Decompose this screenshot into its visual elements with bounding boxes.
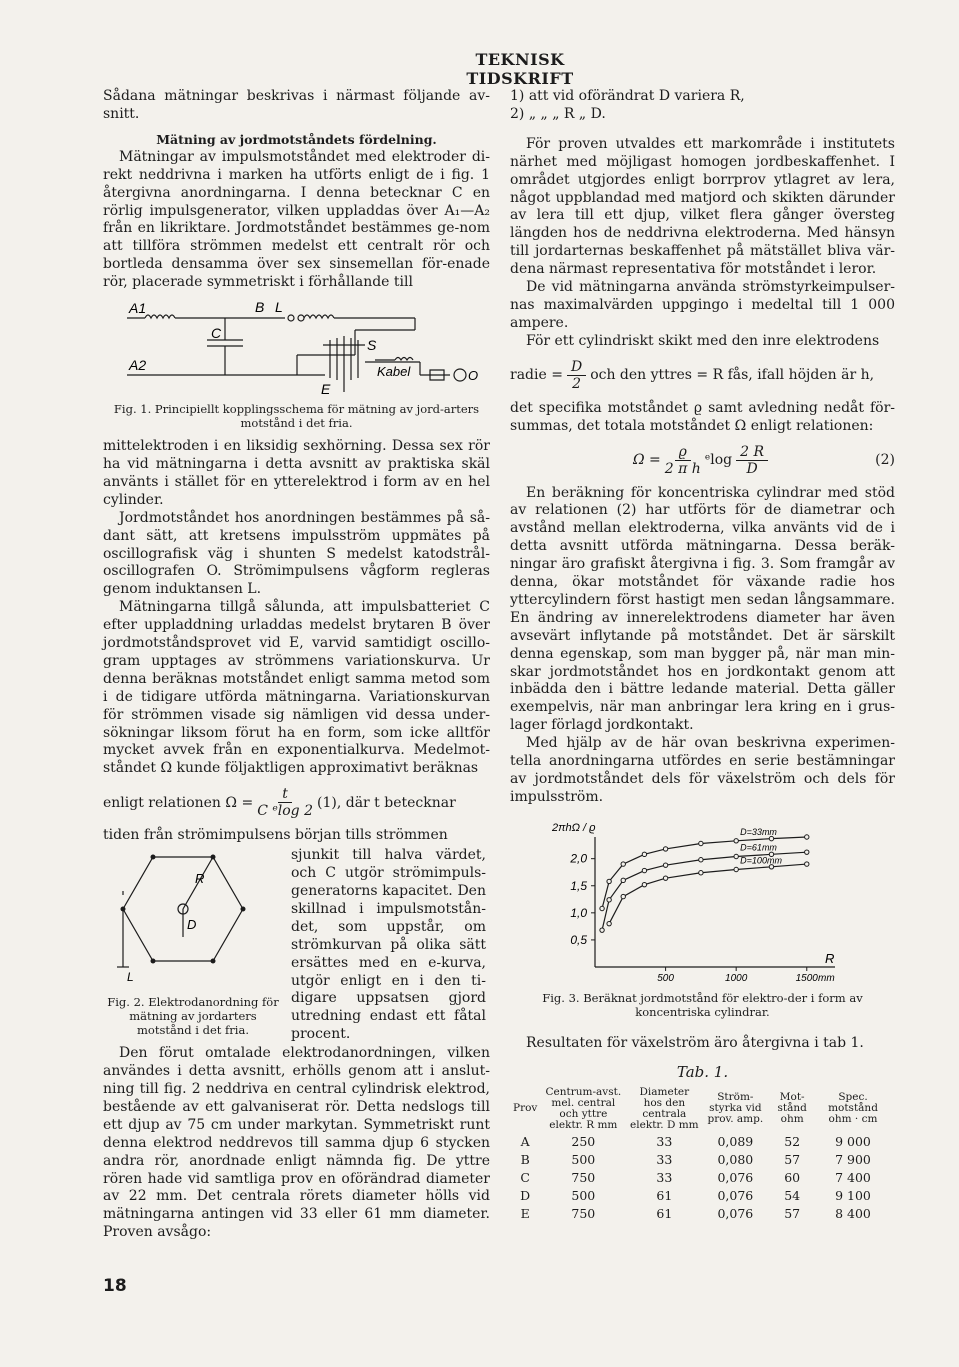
fig3-y-tick-label: 0,5 <box>570 932 587 947</box>
table-cell: E <box>520 1205 530 1221</box>
table-cell: B <box>520 1151 530 1167</box>
fig1-label-e: E <box>321 381 331 398</box>
right-paragraph-6: Med hjälp av de här ovan beskrivna experimen-tella anordningarna utfördes en serie bestämningar av jordmotståndet dels för växelström och dels för impulsström. <box>510 735 895 805</box>
eq2-number: (2) <box>875 452 895 468</box>
table-cell: C <box>520 1169 530 1185</box>
eq1-before: enligt relationen Ω = <box>103 794 254 811</box>
fig3-data-point <box>607 897 611 901</box>
right-paragraph-5: En beräkning för koncentriska cylindrar med stöd av relationen (2) har utförts för de diametrar och avstånd mellan elektroderna, vilka använts vid de i detta avsnitt utförda mätningarna. Dessa beräk-ningar äro grafiskt återgivna i fig. 3. Som framgår av denna, ökar motståndet för växande radie hos yttercylindern först hastigt men sedan långsammare. En ändring av innerelektrodens diameter har även avsevärt inflytande på motståndet. Det är särskilt denna egenskap, som man bygger på, när man min-skar jordmotståndet hos en jordkontakt genom att inbädda den i bättre ledande material. Detta gäller exempelvis, när man anbringar lera kring en i grus-lager förlagd jordkontakt. <box>510 484 895 734</box>
eq2-fraction-2 <box>736 444 768 477</box>
list-item-2: 2) „ „ „ R „ D. <box>510 105 606 122</box>
fig3-data-point <box>642 868 646 872</box>
table-cell: 61 <box>656 1187 673 1203</box>
table-cell: 33 <box>656 1151 673 1167</box>
fig1-label-kabel: Kabel <box>377 364 411 380</box>
left-paragraph-6: sjunkit till halva värdet, och C utgör strömimpuls-generatorns kapacitet. Den skillnad i impulsmotstån-det, som uppstår, om strömkurvan på olika sätt ersättes med en e-kurva, utgör enligt en i den ti-digare uppsatsen gjord utredning endast ett fåtal procent. <box>291 847 486 1043</box>
left-paragraph-1: Mätningar av impulsmotståndet med elektroder di-rekt neddrivna i marken ha utförts enligt de i fig. 1 återgivna anordningarna. I denna betecknar C en rörlig impulsgenerator, vilken uppladdas över A₁—A₂ från en likriktare. Jordmotståndet bestämmes ge-nom att tillföra strömmen medelst ett centralt rör och bortleda densamma över sex sinsemellan för-enade rör, placerade symmetriskt i förhållande till <box>103 148 490 291</box>
table-header-cell: Prov <box>513 1102 538 1115</box>
table-cell: 0,089 <box>717 1133 754 1149</box>
eq2-fraction-1 <box>665 444 701 477</box>
page-number: 18 <box>103 1276 127 1296</box>
table-cell: 8 400 <box>835 1205 871 1221</box>
table-title: Tab. 1. <box>676 1062 729 1081</box>
figure-1-caption: Fig. 1. Principiellt kopplingsschema för mätning av jord-arters motstånd i det fria. <box>113 402 480 431</box>
right-paragraph-1: För proven utvaldes ett markområde i institutets närhet med möjligast homogen jordbeskaffenhet. I området utgjordes enligt borrprov ytlagret av lera, något uppblandad med matjord och skikten därunder av lera till ett djup, vilket flera gånger översteg längden hos de neddrivna elektroderna. Med hänsyn till jordarternas beskaffenhet på mätstället bliva vär-dena närmast representativa för motståndet i leror. <box>510 135 895 278</box>
fig3-data-point <box>805 835 809 839</box>
fig3-x-label: R <box>825 950 835 966</box>
fig3-data-point <box>642 852 646 856</box>
fig1-label-o: O <box>468 368 479 384</box>
eq-radie-fraction <box>567 359 586 392</box>
fig1-label-l: L <box>275 300 283 316</box>
fig2-label-length: L <box>127 970 134 985</box>
fig3-y-tick-label: 2,0 <box>570 851 587 866</box>
eq2-log: ᵉlog <box>704 452 733 468</box>
eq2-lhs: Ω = <box>632 452 661 468</box>
table-header-cell: Centrum-avst. mel. central och yttre elektr. R mm <box>545 1085 622 1131</box>
fig3-y-tick-label: 1,5 <box>570 878 587 893</box>
equation-1 <box>103 786 490 819</box>
eq-radie-after: och den yttres = R fås, ifall höjden är h, <box>590 367 875 384</box>
eq1-denominator: C ᵉlog 2 <box>257 803 313 820</box>
fig1-label-c: C <box>211 325 222 342</box>
right-paragraph-3: För ett cylindriskt skikt med den inre elektrodens <box>526 332 880 349</box>
figure-1-circuit-diagram <box>115 300 485 398</box>
fig3-x-tick-label: 500 <box>657 972 674 984</box>
table-row <box>510 1133 890 1151</box>
eq2-denominator-2: D <box>746 460 758 477</box>
equation-2 <box>510 444 895 477</box>
eq-radie-before: radie = <box>510 367 563 384</box>
table-cell: 33 <box>656 1133 673 1149</box>
table-cell: 7 900 <box>835 1151 871 1167</box>
right-paragraph-7: Resultaten för växelström äro återgivna i tab 1. <box>526 1034 864 1051</box>
fig1-label-s: S <box>367 337 377 354</box>
eq1-numerator: t <box>278 786 292 803</box>
fig3-data-point <box>600 928 604 932</box>
fig3-data-point <box>600 906 604 910</box>
fig2-label-d: D <box>187 917 197 933</box>
table-row <box>510 1205 890 1223</box>
fig3-data-point <box>734 854 738 858</box>
eq1-after: (1), där t betecknar <box>317 794 456 811</box>
fig3-data-point <box>607 879 611 883</box>
results-table <box>510 1085 890 1223</box>
fig3-data-point <box>621 878 625 882</box>
figure-2-caption: Fig. 2. Elektrodanordning för mätning av jordarters motstånd i det fria. <box>107 995 279 1038</box>
eq2-numerator-2: 2 R <box>736 444 768 461</box>
table-cell: 250 <box>571 1133 596 1149</box>
table-cell: A <box>520 1133 530 1149</box>
list-item-1: 1) att vid oförändrat D variera R, <box>510 88 745 104</box>
table-cell: D <box>520 1187 531 1203</box>
fig3-data-point <box>769 836 773 840</box>
table-cell: 60 <box>784 1169 801 1185</box>
right-paragraph-2: De vid mätningarna använda strömstyrkeimpulser-nas maximalvärden uppgingo i medeltal till 1 000 ampere. <box>510 279 895 331</box>
fig3-series-label: D=100mm <box>740 855 782 866</box>
fig3-data-point <box>663 863 667 867</box>
fig3-data-point <box>734 838 738 842</box>
figure-2-hexagon-diagram <box>103 847 283 987</box>
fig3-series-label: D=61mm <box>740 842 777 853</box>
fig3-y-label: 2πhΩ / ϱ <box>552 821 596 834</box>
right-paragraph-4: det specifika motståndet ϱ samt avledning nedåt för-summas, det totala motståndet Ω enligt relationen: <box>510 399 895 434</box>
fig3-data-point <box>805 850 809 854</box>
table-cell: 0,080 <box>717 1151 754 1167</box>
right-column <box>510 88 895 1223</box>
left-paragraph-7: Den förut omtalade elektrodanordningen, vilken användes i detta avsnitt, erhölls genom att i anslut-ning till fig. 2 neddriva en central cylindrisk elektrod, bestående av ett galvaniserat rör. Detta nedslogs till ett djup av 75 cm under markytan. Symmetriskt runt denna elektrod neddrevos till samma djup 6 stycken andra rör, anordnade enligt nämnda fig. De yttre rören hade vid samtliga prov en oförändrad diameter av 22 mm. Det centrala rörets diameter hölls vid mätningarna antingen vid 33 eller 61 mm diameter. Proven avsågo: <box>103 1045 490 1241</box>
fig3-data-point <box>621 862 625 866</box>
fig3-data-point <box>734 867 738 871</box>
fig3-data-point <box>621 894 625 898</box>
table-cell: 54 <box>784 1187 801 1203</box>
fig3-data-point <box>699 841 703 845</box>
table-header-row <box>510 1085 890 1133</box>
fig3-x-unit: mm <box>818 972 835 984</box>
eq1-fraction <box>257 786 313 819</box>
equation-radie <box>510 359 895 392</box>
left-paragraph-2: mittelektroden i en liksidig sexhörning. Dessa sex rör ha vid mätningarna i detta avsnitt av praktiska skäl använts i stället för en ytterelektrod i form av en hel cylinder. <box>103 438 490 508</box>
figure-3-chart <box>550 817 850 987</box>
fig3-data-point <box>642 882 646 886</box>
table-header-cell: Spec. motstånd ohm · cm <box>828 1091 878 1126</box>
eq-radie-denominator: 2 <box>572 375 582 392</box>
left-column <box>103 88 490 1242</box>
fig1-label-b: B <box>255 300 265 316</box>
table-cell: 0,076 <box>717 1187 754 1203</box>
eq-radie-numerator: D <box>567 359 586 376</box>
table-cell: 33 <box>656 1169 673 1185</box>
journal-header: TEKNISK TIDSKRIFT <box>466 50 574 88</box>
section-heading: Mätning av jordmotståndets fördelning. <box>156 131 437 147</box>
fig3-x-tick-label: 1500 <box>795 972 818 984</box>
table-row <box>510 1151 890 1169</box>
fig3-data-point <box>805 862 809 866</box>
table-cell: 52 <box>784 1133 801 1149</box>
table-cell: 500 <box>571 1151 596 1167</box>
figure-2-block <box>103 847 490 1045</box>
table-cell: 500 <box>571 1187 596 1203</box>
fig3-y-tick-label: 1,0 <box>570 905 587 920</box>
table-row <box>510 1187 890 1205</box>
fig3-series-label: D=33mm <box>740 826 777 837</box>
table-cell: 0,076 <box>717 1205 754 1221</box>
fig3-data-point <box>699 870 703 874</box>
fig3-data-point <box>699 857 703 861</box>
table-cell: 9 100 <box>835 1187 871 1203</box>
intro-paragraph: Sådana mätningar beskrivas i närmast följande av-snitt. <box>103 88 490 122</box>
table-cell: 57 <box>784 1205 801 1221</box>
eq2-numerator-1: ϱ <box>675 444 691 461</box>
left-paragraph-4: Mätningarna tillgå sålunda, att impulsbatteriet C efter uppladdning urladdas medelst brytaren B över jordmotståndsprovet vid E, varvid samtidigt oscillo-gram upptages av strömmens variationskurva. Ur denna beräknas motståndet enligt samma metod som i de tidigare utförda mätningarna. Variationskurvan för strömmen visade sig nämligen vid dessa under-sökningar liksom förut ha en form, som icke alltför mycket avvek från en exponentialkurva. Medelmot-ståndet Ω kunde följaktligen approximativt beräknas <box>103 599 490 777</box>
table-row <box>510 1169 890 1187</box>
table-cell: 57 <box>784 1151 801 1167</box>
fig3-data-point <box>663 876 667 880</box>
table-cell: 750 <box>571 1205 596 1221</box>
table-header-cell: Ström-styrka vid prov. amp. <box>707 1091 764 1126</box>
table-cell: 61 <box>656 1205 673 1221</box>
fig3-data-point <box>607 921 611 925</box>
table-cell: 0,076 <box>717 1169 754 1185</box>
left-paragraph-5: tiden från strömimpulsens början tills strömmen <box>103 827 448 844</box>
figure-2-container <box>103 847 283 1045</box>
table-header-cell: Diameter hos den centrala elektr. D mm <box>630 1085 699 1131</box>
fig3-x-tick-label: 1000 <box>725 972 748 984</box>
table-header-cell: Mot-stånd ohm <box>777 1091 807 1126</box>
table-cell: 7 400 <box>835 1169 871 1185</box>
fig2-label-r: R <box>195 871 205 887</box>
figure-2-wrap-text <box>291 847 486 1045</box>
figure-3-caption: Fig. 3. Beräknat jordmotstånd för elektro-der i form av koncentriska cylindrar. <box>542 990 863 1019</box>
fig1-label-a1: A1 <box>129 300 147 317</box>
fig1-label-a2: A2 <box>129 357 147 374</box>
fig3-data-point <box>663 847 667 851</box>
table-cell: 9 000 <box>835 1133 871 1149</box>
table-cell: 750 <box>571 1169 596 1185</box>
left-paragraph-3: Jordmotståndet hos anordningen bestämmes på så-dant sätt, att kretsens impulsström uppmätes på oscillografisk väg i shunten S medelst katodstrål-oscillografen O. Strömimpulsens vågform regleras genom induktansen L. <box>103 509 490 598</box>
eq2-denominator-1: 2 π h <box>664 460 701 477</box>
